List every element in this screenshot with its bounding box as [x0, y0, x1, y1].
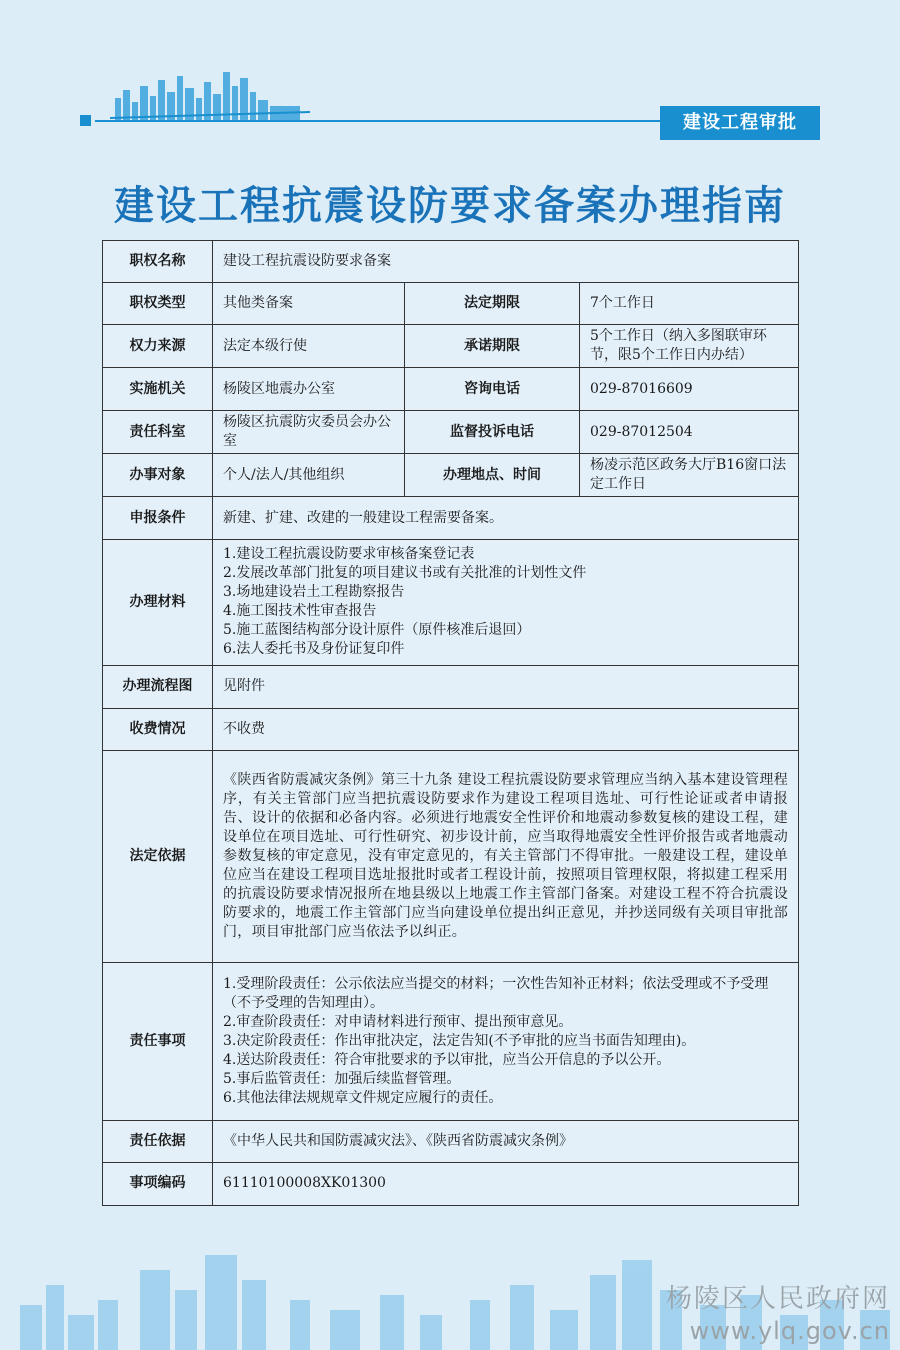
page-title: 建设工程抗震设防要求备案办理指南 [114, 183, 786, 229]
table-row [103, 325, 799, 368]
table-row [103, 665, 799, 708]
row-label: 申报条件 [103, 497, 213, 539]
list-item: 4.送达阶段责任：符合审批要求的予以审批，应当公开信息的予以公开。 [223, 1052, 671, 1069]
materials-list [213, 539, 799, 665]
list-item: 1.建设工程抗震设防要求审核备案登记表 [223, 546, 475, 563]
site-watermark [666, 1278, 890, 1345]
row-value: 杨凌示范区政务大厅B16窗口法定工作日 [580, 454, 799, 497]
phone-value: 029-87012504 [580, 411, 799, 454]
row-label: 责任事项 [103, 963, 213, 1120]
row-label: 办理流程图 [103, 665, 213, 708]
table-row [103, 241, 799, 283]
row-value: 新建、扩建、改建的一般建设工程需要备案。 [213, 497, 799, 539]
row-value: 不收费 [213, 708, 799, 750]
row-label: 办理材料 [103, 539, 213, 665]
guide-table [102, 240, 799, 1206]
row-label: 职权类型 [103, 283, 213, 325]
table-row [103, 708, 799, 750]
table-row [103, 1162, 799, 1205]
row-label: 办事对象 [103, 454, 213, 497]
row-label: 法定期限 [405, 283, 580, 325]
row-label: 收费情况 [103, 708, 213, 750]
row-value: 杨陵区抗震防灾委员会办公室 [213, 411, 405, 454]
table-row [103, 1120, 799, 1162]
table-row [103, 497, 799, 539]
row-label: 实施机关 [103, 368, 213, 411]
legal-basis-text: 《陕西省防震减灾条例》第三十九条 建设工程抗震设防要求管理应当纳入基本建设管理程序，有关主管部门应当把抗震设防要求作为建设工程项目选址、可行性论证或者申请报告、设计的依据和必备内容。必须进行地震安全性评价和地震动参数复核的建设工程，建设单位在项目选址、可行性研究、初步设计前，应当取得地震安全性评价报告或者地震动参数复核的审定意见，没有审定意见的，有关主管部门不得审批。一般建设工程，建设单位应当在建设工程项目选址报批时或者工程设计前，按照项目管理权限，将拟建工程采用的抗震设防要求情况报所在地县级以上地震工作主管部门备案。对建设工程不符合抗震设防要求的，地震工作主管部门应当向建设单位提出纠正意见，并抄送同级有关项目审批部门，项目审批部门应当依法予以纠正。 [213, 750, 799, 962]
table-row [103, 963, 799, 1120]
table-row [103, 539, 799, 665]
header-rule [95, 120, 660, 122]
table-row [103, 368, 799, 411]
row-label: 承诺期限 [405, 325, 580, 368]
list-item: 6.其他法律法规规章文件规定应履行的责任。 [223, 1090, 503, 1107]
row-value: 5个工作日（纳入多图联审环节，限5个工作日内办结） [580, 325, 799, 368]
row-value: 见附件 [213, 665, 799, 708]
duty-list [213, 963, 799, 1120]
item-code: 61110100008XK01300 [213, 1162, 799, 1205]
row-value: 个人/法人/其他组织 [213, 454, 405, 497]
table-row [103, 411, 799, 454]
row-value: 法定本级行使 [213, 325, 405, 368]
list-item: 4.施工图技术性审查报告 [223, 603, 377, 620]
watermark-url: www.ylq.gov.cn [689, 1317, 890, 1345]
header-square-marker [80, 115, 91, 126]
skyline-decoration [110, 68, 310, 120]
row-label: 责任科室 [103, 411, 213, 454]
row-value: 7个工作日 [580, 283, 799, 325]
table-row [103, 750, 799, 962]
row-label: 事项编码 [103, 1162, 213, 1205]
table-row [103, 454, 799, 497]
row-label: 法定依据 [103, 750, 213, 962]
list-item: 5.施工蓝图结构部分设计原件（原件核准后退回） [223, 622, 531, 639]
list-item: 3.决定阶段责任：作出审批决定，法定告知(不予审批的应当书面告知理由)。 [223, 1033, 696, 1050]
row-value: 其他类备案 [213, 283, 405, 325]
row-label: 权力来源 [103, 325, 213, 368]
phone-value: 029-87016609 [580, 368, 799, 411]
row-value: 建设工程抗震设防要求备案 [213, 241, 799, 283]
list-item: 6.法人委托书及身份证复印件 [223, 641, 405, 658]
row-label: 监督投诉电话 [405, 411, 580, 454]
row-value: 《中华人民共和国防震减灾法》、《陕西省防震减灾条例》 [213, 1120, 799, 1162]
list-item: 3.场地建设岩土工程勘察报告 [223, 584, 405, 601]
row-label: 办理地点、时间 [405, 454, 580, 497]
row-label: 责任依据 [103, 1120, 213, 1162]
list-item: 5.事后监管责任：加强后续监督管理。 [223, 1071, 461, 1088]
list-item: 2.审查阶段责任：对申请材料进行预审、提出预审意见。 [223, 1014, 573, 1031]
row-label: 咨询电话 [405, 368, 580, 411]
row-label: 职权名称 [103, 241, 213, 283]
table-row [103, 283, 799, 325]
list-item: 2.发展改革部门批复的项目建议书或有关批准的计划性文件 [223, 565, 587, 582]
watermark-site-name: 杨陵区人民政府网 [665, 1284, 890, 1314]
list-item: 1.受理阶段责任：公示依法应当提交的材料；一次性告知补正材料；依法受理或不予受理（不予受理的告知理由）。 [223, 976, 769, 1012]
row-value: 杨陵区地震办公室 [213, 368, 405, 411]
category-badge: 建设工程审批 [660, 106, 820, 140]
